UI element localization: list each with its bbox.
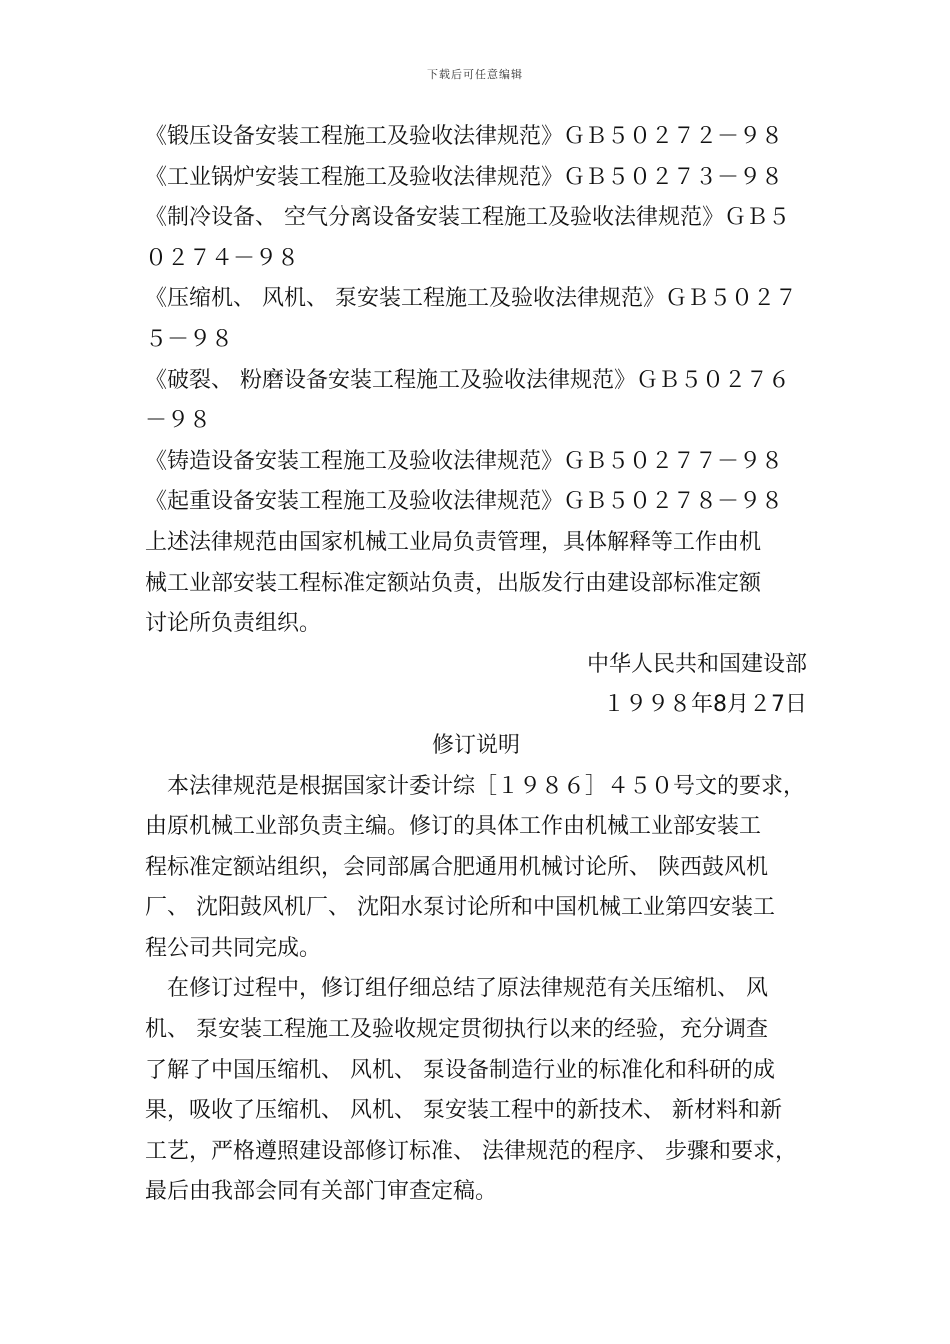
text-line: 程公司共同完成。	[145, 935, 322, 961]
text-line: 工艺，严格遵照建设部修订标准、 法律规范的程序、 步骤和要求，	[145, 1138, 797, 1164]
text-line: 械工业部安装工程标准定额站负责，出版发行由建设部标准定额	[145, 570, 762, 596]
text-line: 由原机械工业部负责主编。修订的具体工作由机械工业部安装工	[145, 814, 762, 840]
text-line: 《破裂、 粉磨设备安装工程施工及验收法律规范》ＧＢ５０２７６	[145, 367, 790, 393]
text-line: 上述法律规范由国家机械工业局负责管理，具体解释等工作由机	[145, 529, 762, 555]
section-title: 修订说明	[431, 732, 520, 758]
text-line: 最后由我部会同有关部门审查定稿。	[145, 1179, 498, 1205]
date-line: １９９８年8月２7日	[603, 692, 807, 718]
text-line: 《制冷设备、 空气分离设备安装工程施工及验收法律规范》ＧＢ５	[145, 205, 790, 231]
text-line: 在修订过程中，修订组仔细总结了原法律规范有关压缩机、 风	[145, 976, 768, 1002]
text-line: 果，吸收了压缩机、 风机、 泵安装工程中的新技术、 新材料和新	[145, 1098, 782, 1124]
text-line: 《铸造设备安装工程施工及验收法律规范》ＧＢ５０２７７－９８	[145, 448, 784, 474]
text-line: 程标准定额站组织，会同部属合肥通用机械讨论所、 陕西鼓风机	[145, 854, 768, 880]
text-line: 《锻压设备安装工程施工及验收法律规范》ＧＢ５０２７２－９８	[145, 124, 784, 149]
text-line: 《压缩机、 风机、 泵安装工程施工及验收法律规范》ＧＢ５０２７	[145, 286, 797, 312]
text-line: 《工业锅炉安装工程施工及验收法律规范》ＧＢ５０２７３－９８	[145, 164, 784, 190]
text-line: ０２７４－９８	[145, 245, 300, 271]
text-line: －９８	[145, 408, 212, 434]
text-line: 厂、 沈阳鼓风机厂、 沈阳水泵讨论所和中国机械工业第四安装工	[145, 895, 775, 921]
text-line: 本法律规范是根据国家计委计综［１９８６］４５０号文的要求，	[145, 773, 806, 799]
issuer-line: 中华人民共和国建设部	[586, 651, 807, 677]
text-line: 讨论所负责组织。	[145, 611, 322, 637]
document-body	[145, 117, 807, 1213]
text-line: ５－９８	[145, 326, 234, 352]
text-line: 机、 泵安装工程施工及验收规定贯彻执行以来的经验，充分调查	[145, 1017, 768, 1043]
text-line: 《起重设备安装工程施工及验收法律规范》ＧＢ５０２７８－９８	[145, 489, 784, 515]
page-header-note: 下载后可任意编辑	[427, 68, 523, 81]
text-line: 了解了中国压缩机、 风机、 泵设备制造行业的标准化和科研的成	[145, 1057, 775, 1083]
